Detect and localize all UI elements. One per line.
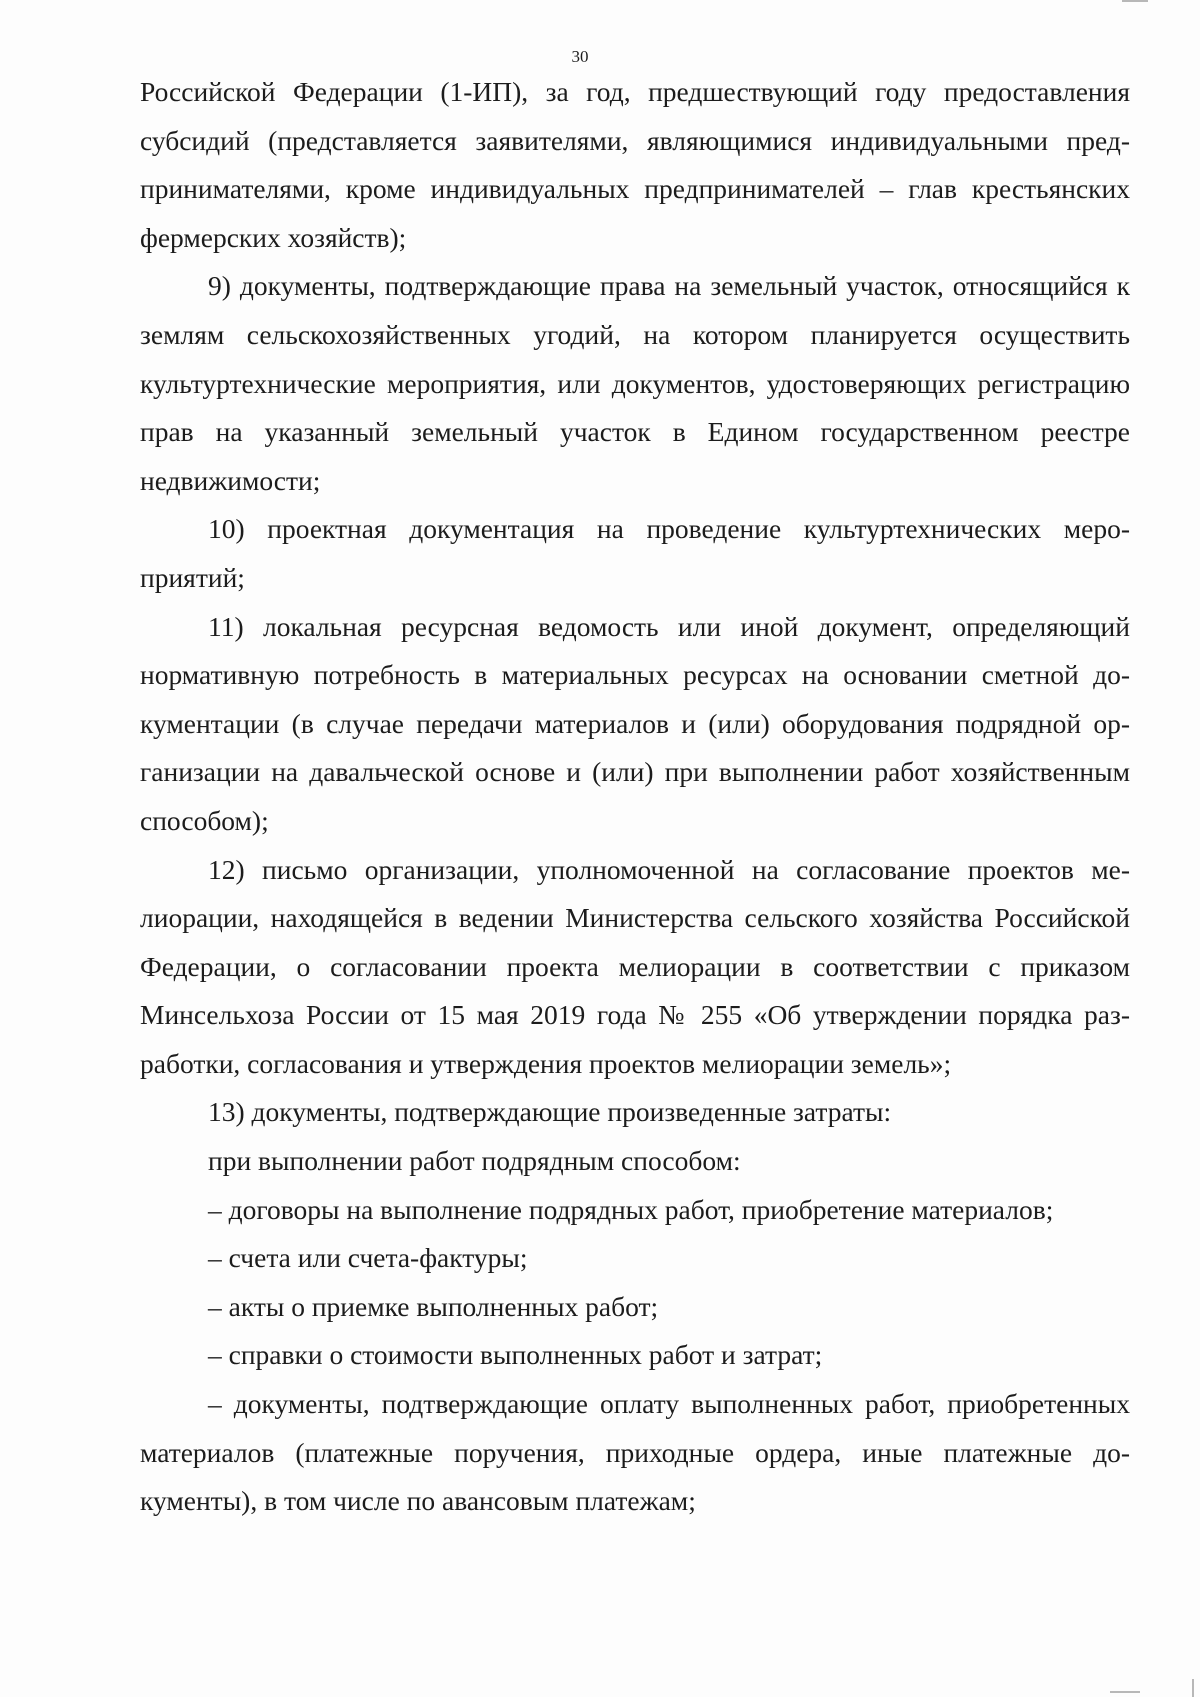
document-body: [140, 68, 1130, 1526]
paragraph-item-13: 13) документы, подтверждающие произведенные затраты:: [208, 1096, 892, 1128]
list-item-cost-statements: – справки о стоимости выполненных работ и затрат;: [208, 1339, 823, 1371]
scan-artifact-edge: [1192, 1679, 1194, 1697]
paragraph-contract-method: при выполнении работ подрядным способом:: [208, 1145, 741, 1177]
paragraph-item-11: 11) локальная ресурсная ведомость или иной документ, определяющий нормативную потребность в материальных ресурсах на основании сметной документации (в случае передачи материалов и (или) оборудования подрядной организации на давальческой основе и (или) при выполнении работ хозяйственным способом);: [140, 610, 1130, 836]
list-item-payment-documents: – документы, подтверждающие оплату выполненных работ, приобретенных материалов (платежные поручения, приходные ордера, иные платежные документы), в том числе по авансовым платежам;: [140, 1388, 1130, 1517]
page-number: 30: [571, 47, 589, 66]
list-item-contracts: – договоры на выполнение подрядных работ, приобретение материалов;: [208, 1193, 1054, 1225]
paragraph-item-10: 10) проектная документация на проведение культуртехнических мероприятий;: [140, 513, 1130, 593]
list-item-acceptance-acts: – акты о приемке выполненных работ;: [208, 1290, 659, 1322]
paragraph-continuation: Российской Федерации (1-ИП), за год, предшествующий году предоставления субсидий (представляется заявителями, являющимися индивидуальными предпринимателями, кроме индивидуальных предпринимателей – глав крестьянских фермерских хозяйств);: [140, 76, 1130, 253]
list-item-invoices: – счета или счета-фактуры;: [208, 1242, 528, 1274]
paragraph-item-12: 12) письмо организации, уполномоченной на согласование проектов мелиорации, находящейся в ведении Министерства сельского хозяйства Российской Федерации, о согласовании проекта мелиорации в соответствии с приказом Минсельхоза России от 15 мая 2019 года № 255 «Об утверждении порядка разработки, согласования и утверждения проектов мелиорации земель»;: [140, 853, 1130, 1079]
scan-artifact-top: [1122, 0, 1148, 2]
paragraph-item-9: 9) документы, подтверждающие права на земельный участок, относящийся к землям сельскохозяйственных угодий, на котором планируется осуществить культуртехнические мероприятия, или документов, удостоверяющих регистрацию прав на указанный земельный участок в Едином государственном реестре недвижимости;: [140, 270, 1130, 496]
scan-artifact-bottom: [1110, 1691, 1140, 1693]
